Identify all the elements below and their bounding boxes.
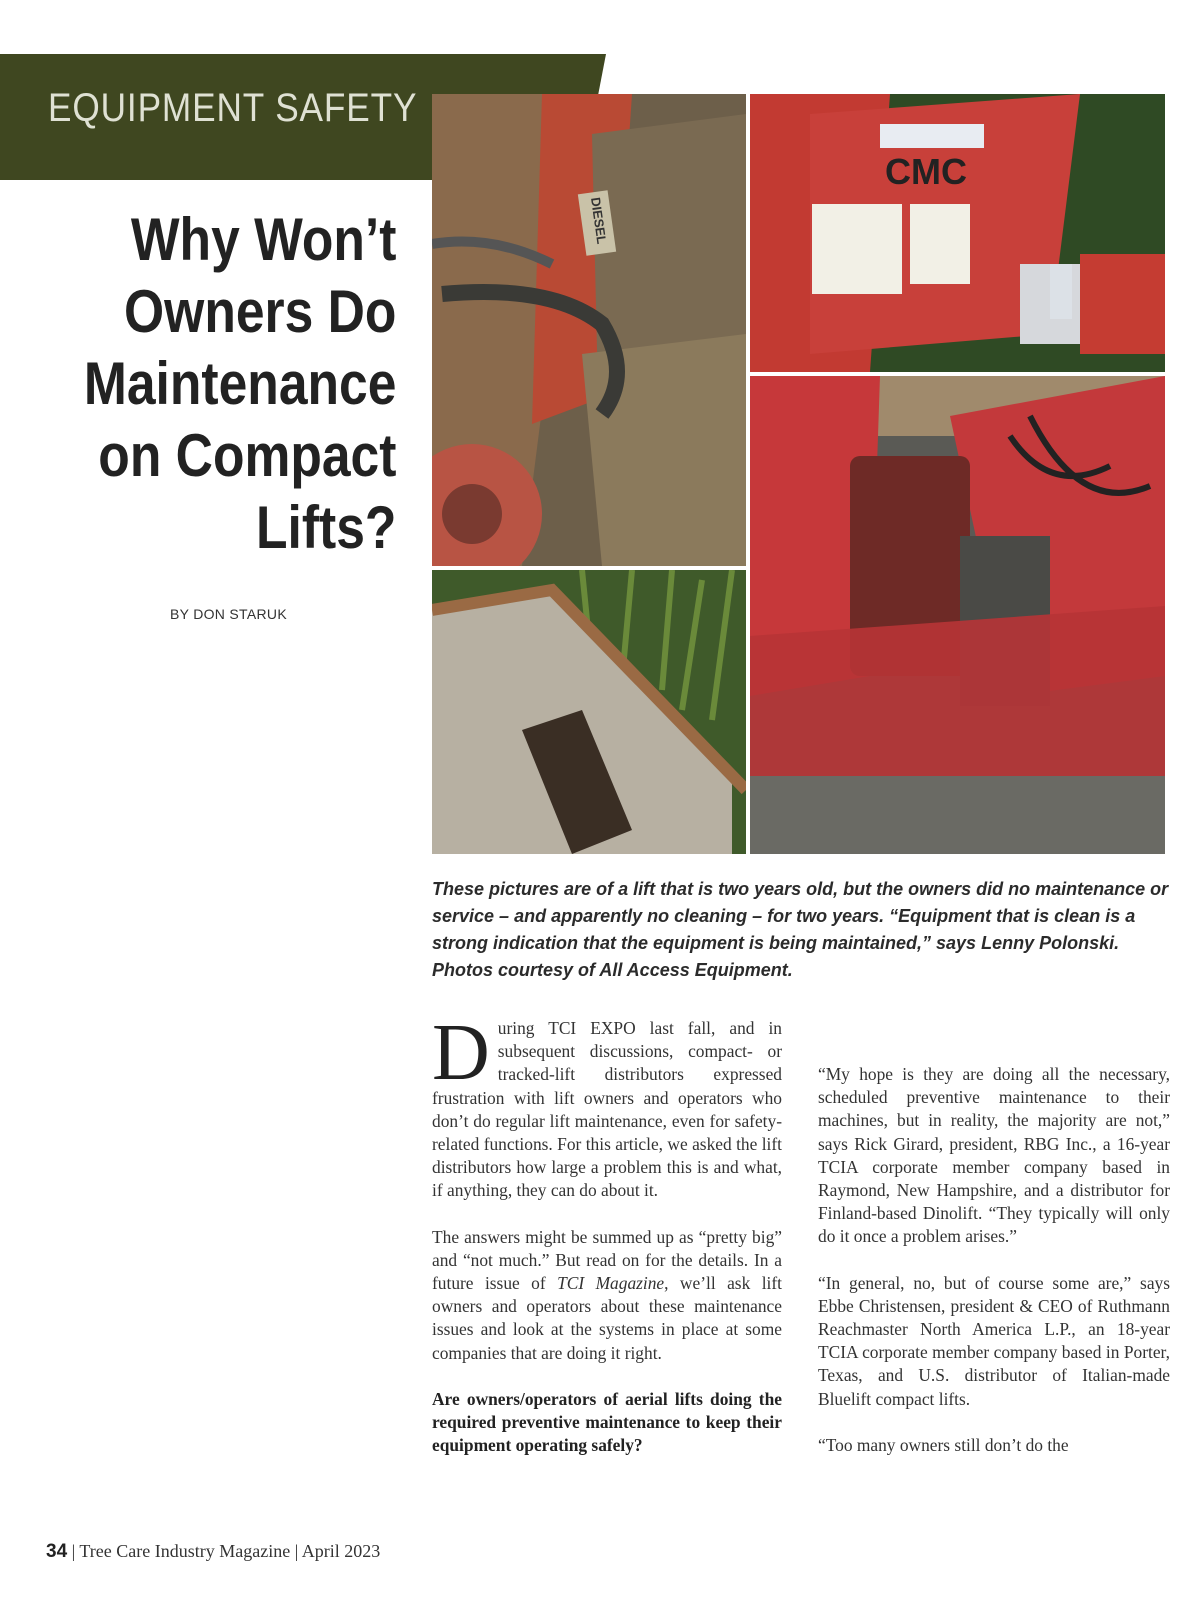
- paragraph: “Too many owners still don’t do the: [818, 1434, 1069, 1455]
- paragraph: “In general, no, but of course some are,” says Ebbe Christensen, president & CEO of Ruthmann Reachmaster North America L.P., an 18-year TCIA corporate member company based in Porter, Texas, and U.S. distributor of Italian-made Bluelift compact lifts.: [818, 1272, 1170, 1409]
- headline-line: Lifts?: [255, 494, 396, 561]
- photo-decal-panel: [750, 94, 1165, 372]
- question-heading: Are owners/operators of aerial lifts doing the required preventive maintenance to keep their equipment operating safely?: [432, 1388, 782, 1456]
- paragraph-text: uring TCI EXPO last fall, and in subsequent discussions, compact- or tracked-lift distributors expressed frustration with lift owners and operators who don’t do regular lift maintenance, even for safety-related functions. For this article, we asked the lift distributors how large a problem this is and what, if anything, they can do about it.: [432, 1018, 782, 1201]
- headline-line: Owners Do: [123, 278, 396, 345]
- drop-cap: D: [432, 1009, 490, 1097]
- paragraph-text: , we’ll ask lift owners and operators about these maintenance issues and look at the systems in place at some companies that are doing it right.: [432, 1273, 782, 1363]
- photo-platform-corner: [432, 570, 746, 854]
- paragraph-text: The answers might be summed up as “pretty big” and “not much.” But read on for the details. In a future issue of: [432, 1226, 782, 1294]
- paragraph-intro: [432, 1009, 782, 1203]
- page-footer: [46, 1541, 380, 1563]
- footer-text: | Tree Care Industry Magazine | April 2023: [67, 1541, 381, 1561]
- photo-caption: These pictures are of a lift that is two years old, but the owners did no maintenance or service – and apparently no cleaning – for two years. “Equipment that is clean is a strong indication that the equipment is being maintained,” says Lenny Polonski. Photos courtesy of All Access Equipment.: [432, 879, 1169, 980]
- svg-text:DIESEL: DIESEL: [588, 196, 610, 245]
- page-number: 34: [46, 1541, 68, 1562]
- headline-line: on Compact: [97, 422, 397, 489]
- svg-text:CMC: CMC: [885, 151, 967, 192]
- photo-diesel-tank: [432, 94, 746, 566]
- paragraph: [432, 1226, 782, 1365]
- paragraph: “My hope is they are doing all the necessary, scheduled preventive maintenance to their machines, but in reality, the majority are not,” says Rick Girard, president, RBG Inc., a 16-year TCIA corporate member company based in Raymond, New Hampshire, and a distributor for Finland-based Dinolift. “They typically will only do it once a problem arises.”: [818, 1064, 1170, 1247]
- headline-line: Maintenance: [83, 350, 396, 417]
- magazine-title: TCI Magazine: [557, 1273, 665, 1294]
- section-title: EQUIPMENT SAFETY: [48, 86, 418, 130]
- article-column-1: [432, 1009, 782, 1480]
- photo-hydraulic-tank: [750, 376, 1165, 854]
- article-headline: [33, 204, 396, 564]
- headline-line: Why Won’t: [130, 206, 396, 273]
- byline: BY DON STARUK: [170, 606, 287, 622]
- article-column-2: [818, 1017, 1170, 1480]
